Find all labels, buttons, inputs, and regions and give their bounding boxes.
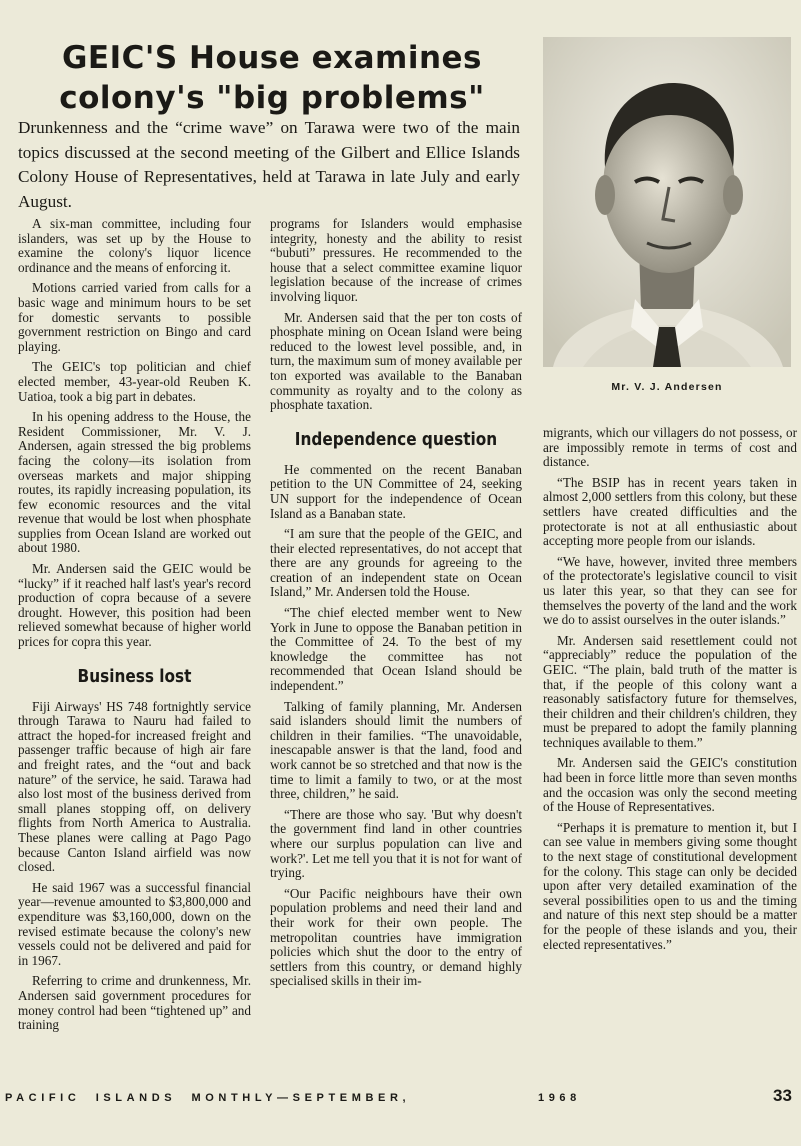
headline-line-1: GEIC'S House examines — [61, 40, 482, 76]
paragraph: In his opening address to the House, the Resident Commissioner, Mr. V. J. Andersen, again stressed the big problems facing the colony—its isolation from overseas markets and major shipping routes, its rapidly increasing population, its few economic resources and the vital revenue that would be lost when phosphate supplies from Ocean Island are worked out about 1980. — [18, 409, 251, 556]
paragraph: He said 1967 was a successful financial year—revenue amounted to $3,800,000 and expenditure was $3,160,000, down on the revised estimate because the colony's new vessels could not be delivered and paid for in 1967. — [18, 879, 251, 968]
page-footer — [0, 1086, 801, 1116]
paragraph: The GEIC's top politician and chief elected member, 43-year-old Reuben K. Uatioa, took a big part in debates. — [18, 359, 251, 404]
paragraph: A six-man committee, including four islanders, was set up by the House to examine the colony's liquor licence ordinance and the means of enforcing it. — [18, 216, 251, 275]
paragraph: Mr. Andersen said the GEIC's constitution had been in force little more than seven months and the occasion was only the second meeting of the House of Representatives. — [543, 755, 797, 815]
paragraph: “The chief elected member went to New York in June to oppose the Banaban petition in the Committee of 24. To the best of my knowledge the committee has not recommended that Ocean Island should be independent.” — [270, 605, 522, 694]
subhead-business-lost: Business lost — [77, 665, 192, 687]
paragraph: Mr. Andersen said the GEIC would be “lucky” if it reached half last's year's record production of copra because of a severe drought. However, this position had been relieved somewhat because of higher world prices for copra this year. — [18, 561, 251, 650]
portrait-photo — [543, 37, 791, 367]
column-2 — [270, 217, 522, 995]
paragraph: programs for Islanders would emphasise integrity, honesty and the ability to resist “bubuti” pressures. He recommended to the house that a select committee examine liquor legislation because of the increase of crimes involving liquor. — [270, 216, 522, 304]
running-head: PACIFIC ISLANDS MONTHLY—SEPTEMBER, — [5, 1092, 411, 1104]
paragraph: Talking of family planning, Mr. Andersen said islanders should limit the numbers of children in their families. “The unavoidable, inescapable answer is that the land, food and work cannot be so stretched and that now is the time to limit a family to two, or at the most three, children,” he said. — [270, 698, 522, 802]
paragraph: Fiji Airways' HS 748 fortnightly service through Tarawa to Nauru had failed to attract the hoped-for increased freight and passenger traffic because of high air fare and freight rates, and the “out and back nature” of the service, he said. Tarawa had also lost most of the business derived from small planes stopping off, on delivery flights from North America to Australia. These planes were calling at Pago Pago because Canton Island airfield was now closed. — [18, 698, 251, 875]
headline-line-2: colony's "big problems" — [59, 80, 485, 116]
paragraph: “I am sure that the people of the GEIC, and their elected representatives, do not accept that there are any grounds for agreeing to the creation of an independent state on Ocean Island,” Mr. Andersen told the House. — [270, 526, 522, 600]
paragraph: “There are those who say. 'But why doesn't the government find land in other countries where our surplus population can live and work?'. Let me tell you that it is not for want of trying. — [270, 806, 522, 881]
paragraph: migrants, which our villagers do not possess, or are impossibly remote in terms of cost and distance. — [543, 425, 797, 470]
paragraph: “Our Pacific neighbours have their own population problems and need their land and their work for their own people. The metropolitan countries have immigration policies which shut the door to the entry of settlers from this country, or demand highly specialised skills in their im- — [270, 885, 522, 989]
paragraph: Referring to crime and drunkenness, Mr. Andersen said government procedures for money control had been “tightened up” and training — [18, 973, 251, 1033]
column-3 — [543, 426, 797, 958]
paragraph: Mr. Andersen said that the per ton costs of phosphate mining on Ocean Island were being reduced to the lowest level possible, and, in turn, the maximum sum of money available per ton exported was available to the Banaban community as royalty and to the colony as phosphate taxation. — [270, 309, 522, 413]
article-intro: Drunkenness and the “crime wave” on Tarawa were two of the main topics discussed at the second meeting of the Gilbert and Ellice Islands Colony House of Representatives, held at Tarawa in late July and early August. — [18, 118, 520, 211]
paragraph: “The BSIP has in recent years taken in almost 2,000 settlers from this colony, but these settlers have created difficulties and the protectorate is not at all enthusiastic about accepting more people from our islands. — [543, 474, 797, 549]
paragraph: “We have, however, invited three members of the protectorate's legislative council to visit us later this year, so that they can see for themselves the poverty of the land and the work we do to assist ourselves in the outer islands.” — [543, 553, 797, 628]
issue-year: 1968 — [538, 1092, 581, 1104]
paragraph: Motions carried varied from calls for a basic wage and minimum hours to be set for domestic servants to possible government restriction on Bingo and card playing. — [18, 280, 251, 354]
article-headline — [22, 38, 522, 118]
portrait-illustration — [543, 37, 791, 367]
photo-caption: Mr. V. J. Andersen — [611, 381, 723, 393]
page-number: 33 — [773, 1086, 792, 1105]
paragraph: He commented on the recent Banaban petition to the UN Committee of 24, seeking UN support for the independence of Ocean Island as a Banaban state. — [270, 461, 522, 521]
paragraph: Mr. Andersen said resettlement could not “appreciably” reduce the population of the GEIC. “The plain, bald truth of the matter is that, if the people of this colony want a reasonably satisfactory future for themselves, their children and their children's children, they must be prepared to adopt the family planning techniques available to them.” — [543, 632, 797, 750]
column-1 — [18, 217, 251, 1039]
paragraph: “Perhaps it is premature to mention it, but I can see value in members giving some thought to the next stage of constitutional development for the colony. This stage can only be decided upon after very detailed examination of the several possibilities open to us and the timing and nature of this next step should be a matter for the people of these islands and you, their elected representatives.” — [543, 819, 797, 952]
subhead-independence-question: Independence question — [294, 428, 498, 450]
